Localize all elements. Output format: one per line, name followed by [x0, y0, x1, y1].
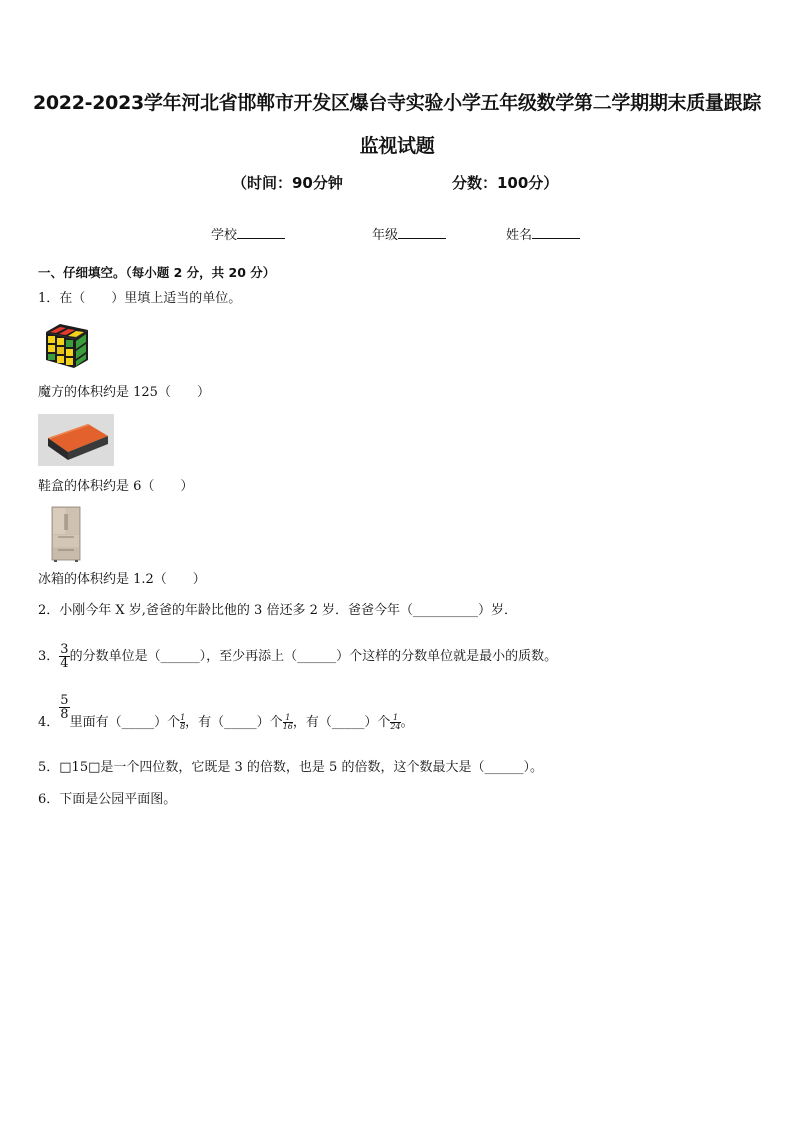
page-title: 2022-2023学年河北省邯郸市开发区爆台寺实验小学五年级数学第二学期期末质量跟踪监视试题	[32, 92, 762, 157]
question-3-text: 的分数单位是（______），至少再添上（______）个这样的分数单位就是最小的质数。	[69, 649, 558, 664]
grade-field	[372, 224, 446, 243]
section-heading: 一、仔细填空。（每小题 2 分，共 20 分）	[38, 265, 276, 280]
fraction-1-24	[390, 714, 400, 731]
fraction-numerator: 3	[60, 642, 69, 657]
question-3	[38, 638, 557, 676]
grade-label: 年级	[372, 228, 399, 243]
fraction-3-4	[59, 643, 69, 670]
question-4-part-2: ，有（_____）个	[185, 715, 283, 730]
question-1-stem: 1．在（ ）里填上适当的单位。	[38, 291, 242, 306]
question-4-number: 4．	[38, 715, 60, 730]
question-6: 6．下面是公园平面图。	[38, 792, 177, 807]
question-4-part-3: ，有（_____）个	[292, 715, 391, 730]
exam-time: （时间：90分钟	[232, 174, 343, 192]
question-4-end: 。	[400, 715, 414, 730]
grade-blank[interactable]	[398, 225, 446, 239]
school-label: 学校	[211, 228, 238, 243]
fraction-denominator: 4	[60, 656, 69, 671]
small-denominator: 24	[390, 722, 401, 731]
refrigerator-image	[48, 506, 84, 562]
name-field	[506, 224, 580, 243]
question-3-number: 3．	[38, 649, 60, 664]
small-denominator: 16	[282, 722, 293, 731]
name-label: 姓名	[506, 228, 533, 243]
fraction-5-8	[59, 694, 69, 721]
small-denominator: 8	[180, 722, 186, 731]
school-blank[interactable]	[237, 225, 285, 239]
fraction-1-16	[283, 714, 293, 731]
question-5: 5．□15□是一个四位数，它既是 3 的倍数，也是 5 的倍数，这个数最大是（______）。	[38, 760, 543, 775]
name-blank[interactable]	[532, 225, 580, 239]
question-2: 2．小刚今年 X 岁,爸爸的年龄比他的 3 倍还多 2 岁．爸爸今年（__________）岁．	[38, 603, 517, 618]
question-4-part-1: 里面有（_____）个	[69, 715, 181, 730]
question-1-rubiks: 魔方的体积约是 125（ ）	[38, 385, 210, 400]
school-field	[211, 224, 285, 243]
rubiks-cube-image	[42, 322, 92, 370]
fraction-numerator: 5	[60, 693, 69, 708]
question-4	[38, 694, 414, 745]
question-1-fridge: 冰箱的体积约是 1.2（ ）	[38, 572, 206, 587]
small-numerator: 1	[180, 713, 186, 722]
exam-score: 分数：100分）	[452, 174, 559, 192]
small-numerator: 1	[283, 714, 293, 723]
student-fields	[0, 224, 794, 244]
question-1-shoebox: 鞋盒的体积约是 6（ ）	[38, 479, 194, 494]
small-numerator: 1	[390, 714, 400, 723]
shoe-box-image	[38, 414, 114, 466]
exam-info	[0, 172, 794, 192]
fraction-denominator: 8	[60, 707, 69, 722]
